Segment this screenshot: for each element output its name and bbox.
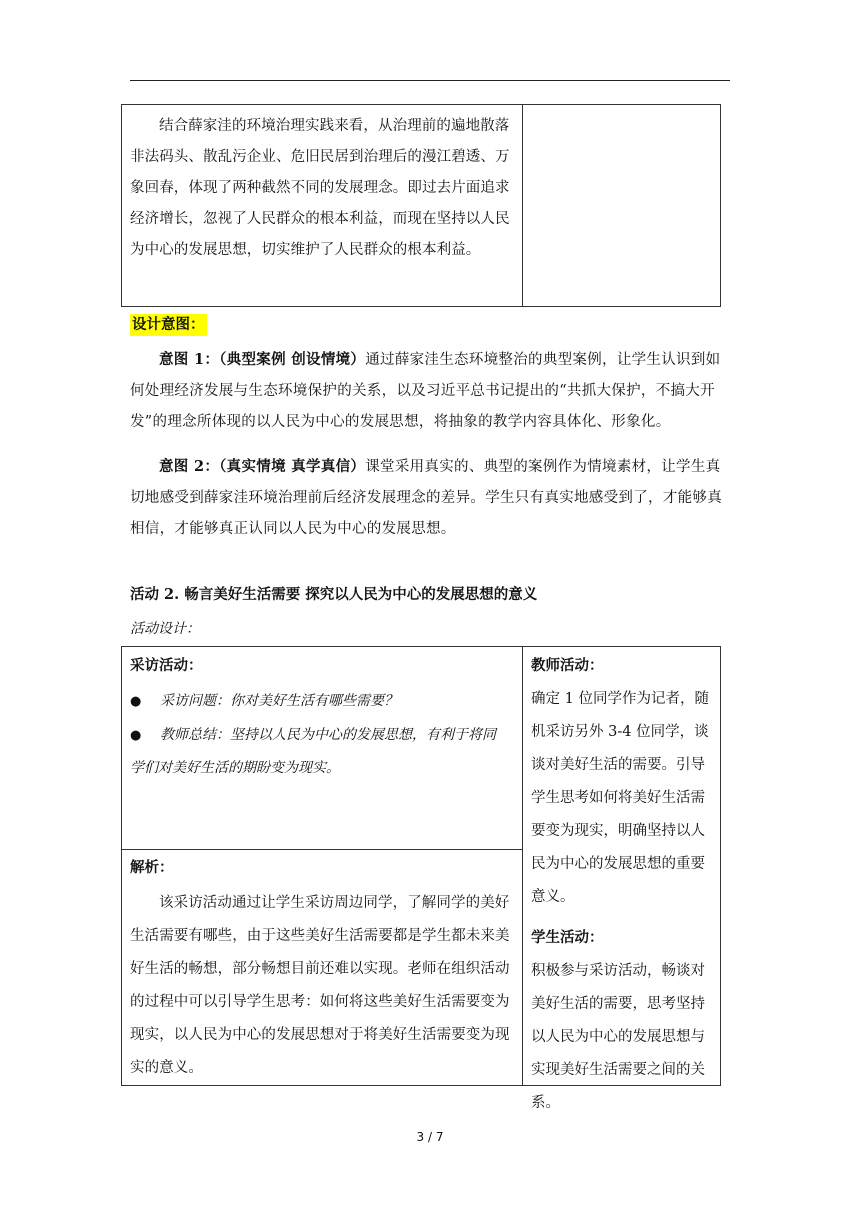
intent-1-label: 意图 1：（典型案例 创设情境） bbox=[159, 351, 366, 368]
teacher-activity-title: 教师活动： bbox=[531, 658, 604, 674]
intent-2-text: 课堂采用真实的、典型的案例作为情境素材，让学生真切地感受到薛家洼环境治理前后经济发展理念的差异。学生只有真实地感受到了，才能够真相信，才能够真正认同以人民为中心的发展思想。 bbox=[130, 459, 722, 537]
design-intent-title: 设计意图： bbox=[130, 314, 207, 336]
table-column-divider bbox=[522, 105, 523, 306]
bullet-dot: ● bbox=[130, 694, 142, 709]
bullet-dot: ● bbox=[130, 728, 142, 743]
bullet-item bbox=[130, 719, 520, 752]
bullet-text-continued: 学们对美好生活的期盼变为现实。 bbox=[130, 760, 340, 776]
intent-1-paragraph bbox=[130, 344, 730, 438]
intent-2-label: 意图 2：（真实情境 真学真信） bbox=[159, 458, 366, 475]
teacher-activity-text: 确定 1 位同学作为记者，随机采访另外 3-4 位同学，谈谈对美好生活的需要。引导学生思考如何将美好生活需要变为现实，明确坚持以人民为中心的发展思想的重要意义。 bbox=[531, 691, 709, 905]
analysis-text: 该采访活动通过让学生采访周边同学，了解同学的美好生活需要有哪些，由于这些美好生活需要都是学生都未来美好生活的畅想，部分畅想目前还难以实现。老师在组织活动的过程中可以引导学生思考：如何将这些美好生活需要变为现实，以人民为中心的发展思想对于将美好生活需要变为现实的意义。 bbox=[130, 895, 510, 1076]
activity-design-subtitle: 活动设计： bbox=[130, 621, 200, 637]
student-activity-text: 积极参与采访活动，畅谈对美好生活的需要，思考坚持以人民为中心的发展思想与实现美好生活需要之间的关系。 bbox=[531, 963, 705, 1111]
activity-table bbox=[121, 646, 721, 1111]
summary-table bbox=[121, 104, 721, 307]
activity-2-title: 活动 2. 畅言美好生活需要 探究以人民为中心的发展思想的意义 bbox=[130, 586, 538, 603]
analysis-title: 解析： bbox=[130, 860, 174, 876]
interview-activity-title: 采访活动： bbox=[130, 658, 203, 674]
bullet-text: 采访问题：你对美好生活有哪些需要？ bbox=[160, 693, 398, 709]
table-row-divider bbox=[122, 849, 522, 850]
header-rule bbox=[130, 80, 730, 81]
bullet-item bbox=[130, 685, 520, 718]
summary-text: 结合薛家洼的环境治理实践来看，从治理前的遍地散落非法码头、散乱污企业、危旧民居到治理后的漫江碧透、万象回春，体现了两种截然不同的发展理念。即过去片面追求经济增长，忽视了人民群众的根本利益，而现在坚持以人民为中心的发展思想，切实维护了人民群众的根本利益。 bbox=[130, 118, 510, 258]
page-number: 3 / 7 bbox=[416, 1130, 444, 1144]
intent-2-paragraph bbox=[130, 451, 730, 545]
table-column-divider bbox=[522, 647, 523, 1085]
intent-1-text: 通过薛家洼生态环境整治的典型案例，让学生认识到如何处理经济发展与生态环境保护的关系，以及习近平总书记提出的“共抓大保护，不搞大开发”的理念所体现的以人民为中心的发展思想，将抽象的教学内容具体化、形象化。 bbox=[130, 352, 721, 430]
bullet-text: 教师总结：坚持以人民为中心的发展思想，有利于将同 bbox=[160, 727, 496, 743]
student-activity-title: 学生活动： bbox=[531, 930, 604, 946]
